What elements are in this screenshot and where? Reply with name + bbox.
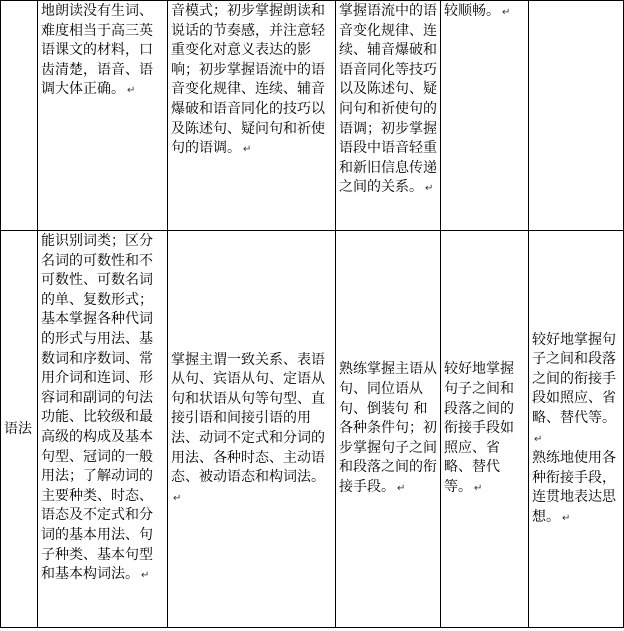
table-cell: 地朗读没有生词、难度相当于高三英语课文的材料，口齿清楚，语音、语调大体正确。 ↵ — [38, 1, 168, 231]
table-cell: 熟练掌握主语从句、同位语从句、倒装句 和各种条件句；初步掌握句子之间和段落之间的衔接手段。 ↵ — [336, 231, 441, 628]
table-cell: 掌握语流中的语音变化规律、连续、辅音爆破和语音同化等技巧以及陈述句、疑问句和祈使句的语调；初步掌握语段中语音轻重和新旧信息传递之间的关系。 ↵ — [336, 1, 441, 231]
paragraph-mark-icon: ↵ — [425, 183, 434, 195]
table-cell: 较好地掌握句子之间和段落之间的衔接手段如照应、省略、替代等。↵ 熟练地使用各种衔接手段，连贯地表达思想。 ↵ — [529, 231, 624, 628]
paragraph-mark-icon: ↵ — [474, 482, 483, 494]
table-cell: 较顺畅。 ↵ — [441, 1, 529, 231]
row-label-cell — [1, 1, 38, 231]
paragraph-mark-icon: ↵ — [502, 7, 511, 18]
paragraph-mark-icon: ↵ — [127, 85, 136, 97]
table-cell: 音模式；初步掌握朗读和说话的节奏感，并注意轻重变化对意义表达的影响；初步掌握语流中的语音变化规律、连续、辅音爆破和语音同化的技巧以及陈述句、疑问句和祈使句的语调。 ↵ — [168, 1, 336, 231]
row-label-cell: 语法 — [1, 231, 38, 628]
paragraph-mark-icon: ↵ — [173, 492, 182, 504]
table-cell: 较好地掌握句子之间和段落之间的衔接手段如照应、省略、替代等。 ↵ — [441, 231, 529, 628]
paragraph-mark-icon: ↵ — [243, 144, 252, 156]
paragraph-mark-icon: ↵ — [534, 433, 543, 445]
paragraph-mark-icon: ↵ — [397, 482, 406, 494]
paragraph-mark-icon: ↵ — [141, 570, 150, 582]
table-cell: 能识别词类；区分名词的可数性和不可数性、可数名词的单、复数形式；基本掌握各种代词的形式与用法、基数词和序数词、常用介词和连词、形容词和副词的句法功能、比较级和最高级的构成及基本句型、冠词的一般用法；了解动词的主要种类、时态、语态及不定式和分词的基本用法、句子种类、基本句型和基本构词法。 ↵ — [38, 231, 168, 628]
table-cell: 掌握主谓一致关系、表语从句、宾语从句、定语从句和状语从句等句型、直接引语和间接引语的用法、动词不定式和分词的用法、各种时态、主动语态、被动语态和构词法。↵ — [168, 231, 336, 628]
table-row — [1, 231, 624, 628]
paragraph-mark-icon: ↵ — [562, 512, 571, 524]
table-cell — [529, 1, 624, 231]
table-row — [1, 1, 624, 231]
